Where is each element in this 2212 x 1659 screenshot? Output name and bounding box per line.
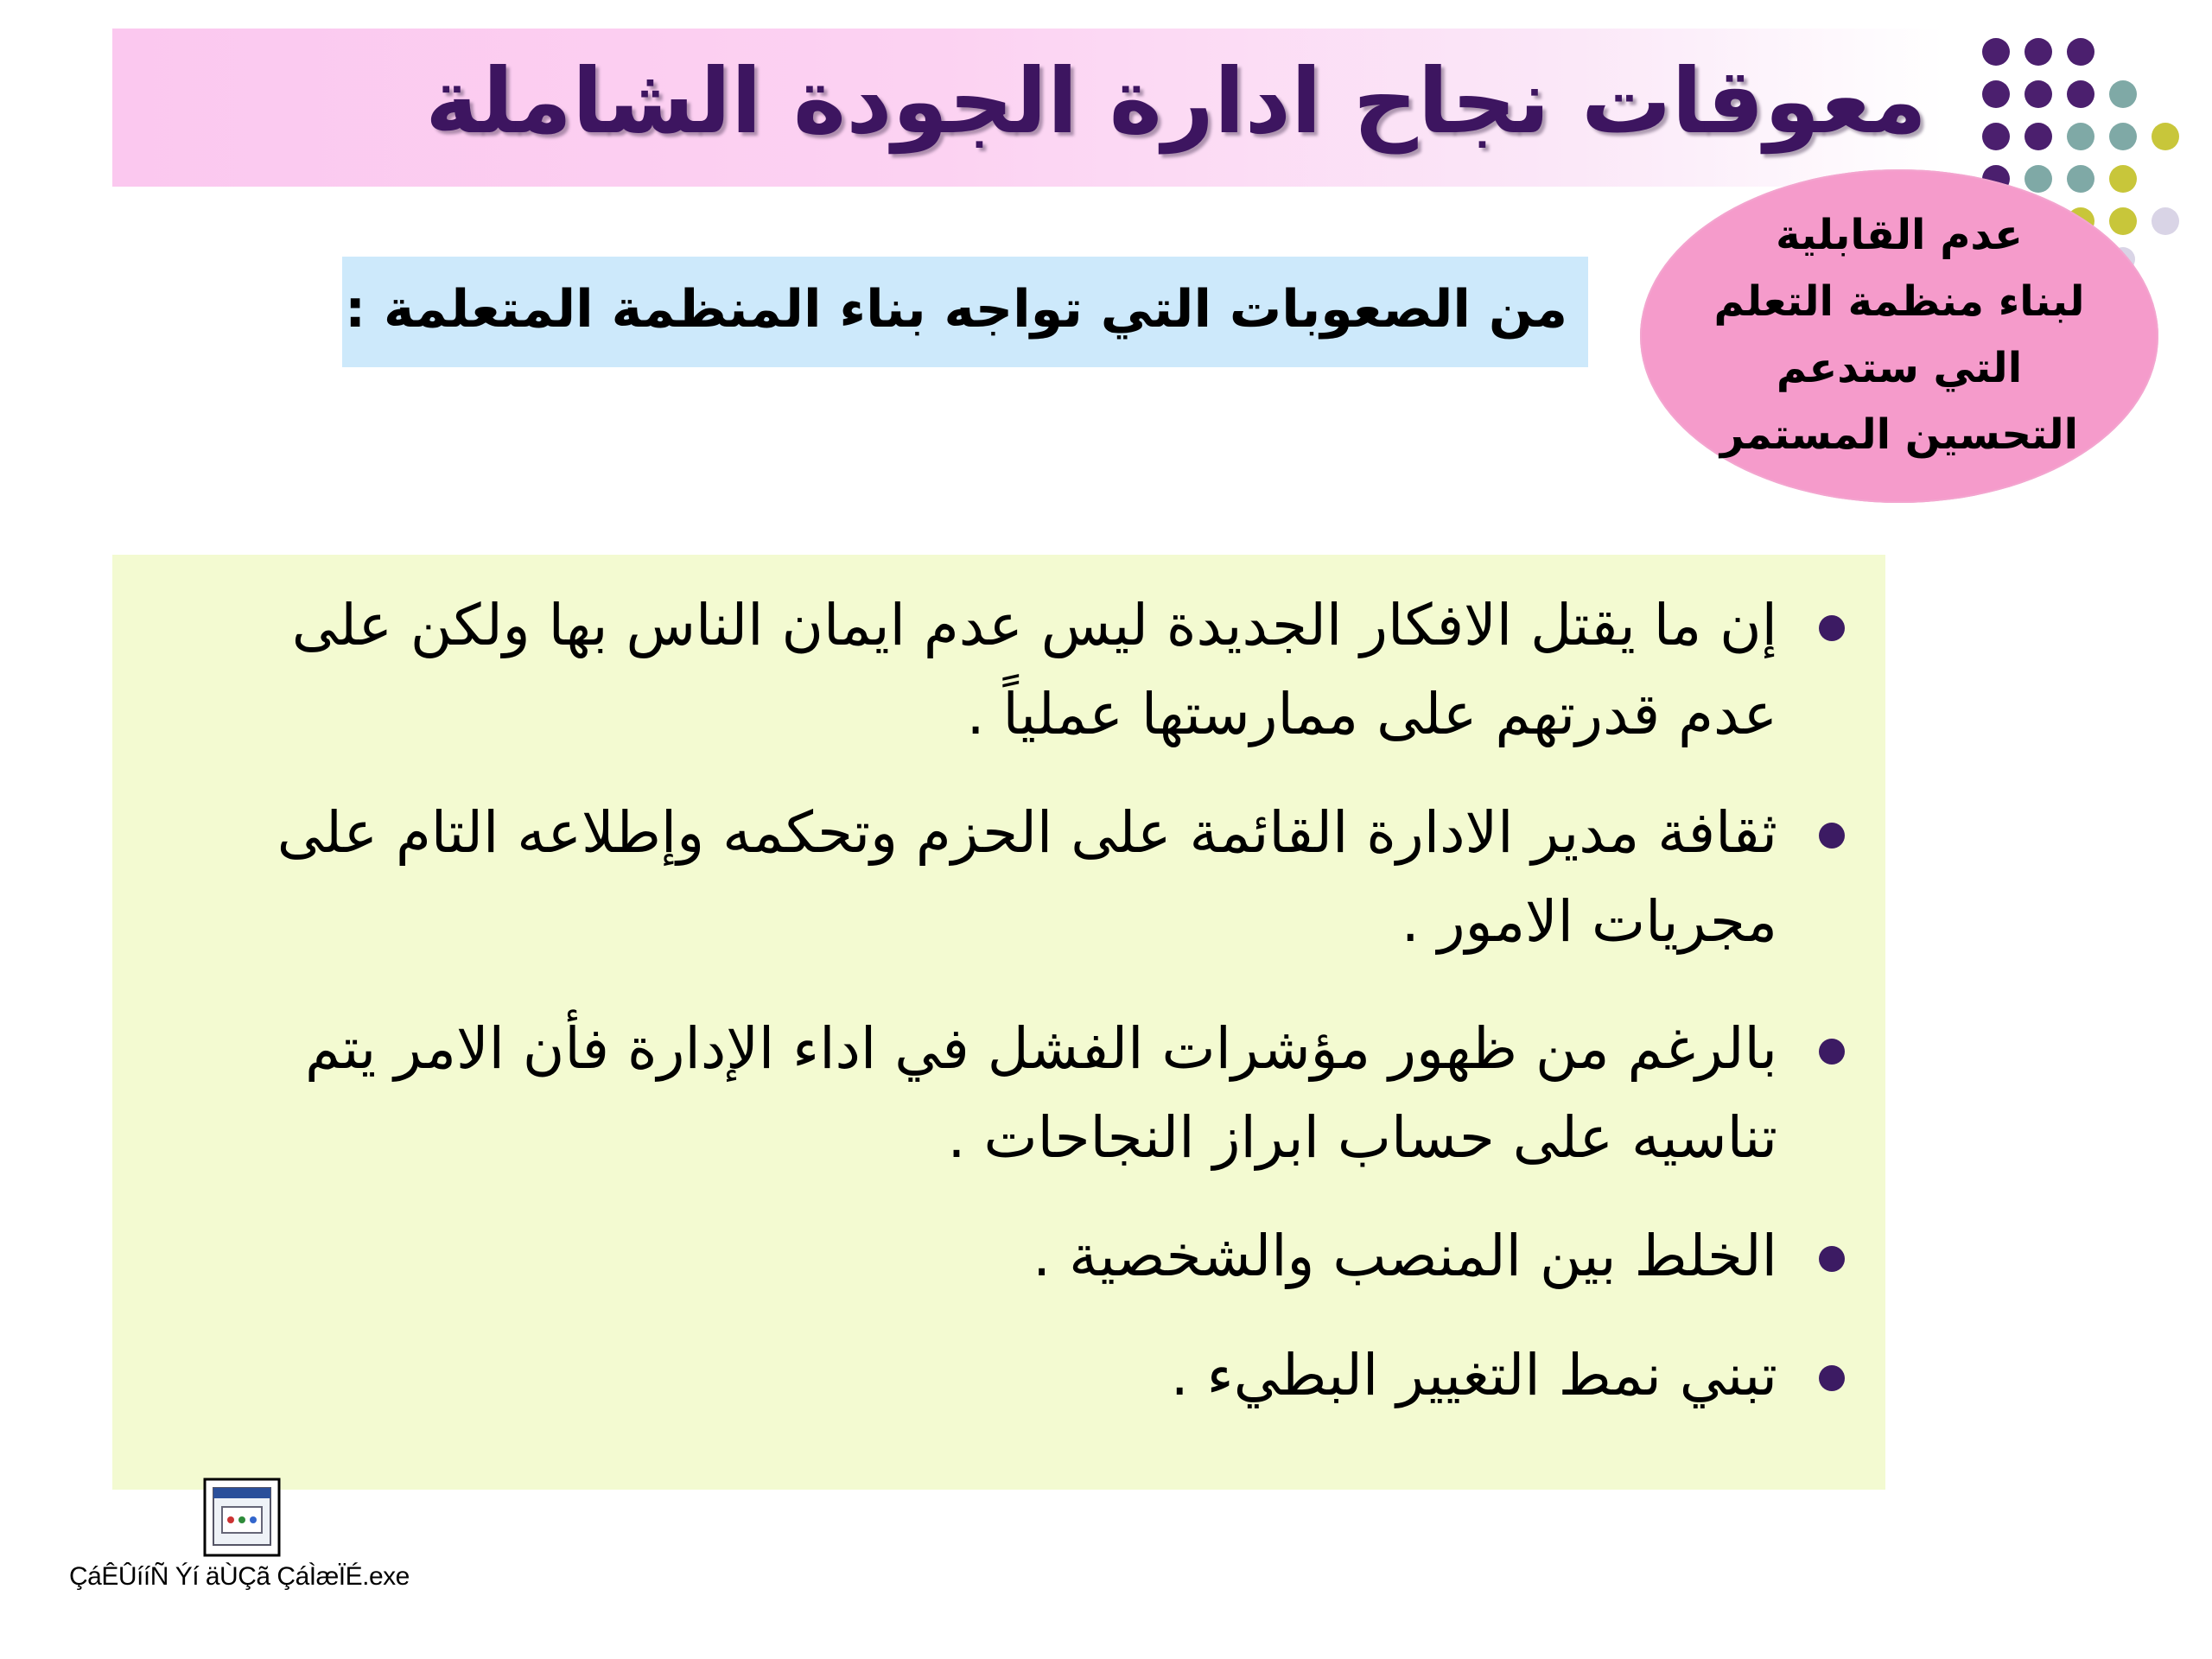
callout-line: عدم القابلية (1776, 211, 2023, 259)
bullet-dot-icon (1819, 823, 1845, 849)
bullet-line: تبني نمط التغيير البطيء . (1170, 1342, 1777, 1408)
bullet-line: ثقافة مدير الادارة القائمة على الحزم وتحكمه وإطلاعه التام على (276, 799, 1777, 866)
bullet-item (277, 788, 1777, 966)
subtitle-box (342, 257, 1588, 367)
subtitle-text: من الصعوبات التي تواجه بناء المنظمة المتعلمة : (345, 279, 1567, 340)
callout-line: لبناء منظمة التعلم (1713, 277, 2085, 326)
executable-file-icon[interactable] (203, 1478, 281, 1557)
bullet-item (305, 1004, 1777, 1182)
bullet-dot-icon (1819, 1365, 1845, 1391)
callout-line: التحسين المستمر (1719, 410, 2079, 459)
embedded-file-label[interactable]: ÇáÊÛííÑ Ýí äÙÇã ÇáÌæÏÉ.exe (69, 1562, 410, 1591)
slide-title: معوقات نجاح ادارة الجودة الشاملة (425, 48, 1927, 154)
callout-text (1640, 202, 2158, 468)
bullet-line: عدم قدرتهم على ممارستها عملياً . (966, 681, 1777, 747)
callout-line: التي ستدعم (1776, 344, 2023, 392)
bullet-item (292, 581, 1777, 759)
bullet-line: بالرغم من ظهور مؤشرات الفشل في اداء الإدارة فأن الامر يتم (305, 1015, 1777, 1082)
bullet-line: الخلط بين المنصب والشخصية . (1033, 1223, 1777, 1289)
bullet-item (1033, 1211, 1777, 1300)
bullet-list-box (112, 555, 1885, 1490)
bullet-line: تناسيه على حساب ابراز النجاحات . (947, 1104, 1777, 1171)
callout-oval (1640, 169, 2158, 503)
bullet-line: مجريات الامور . (1401, 888, 1777, 955)
bullet-dot-icon (1819, 1246, 1845, 1272)
bullet-dot-icon (1819, 615, 1845, 641)
bullet-line: إن ما يقتل الافكار الجديدة ليس عدم ايمان الناس بها ولكن على (291, 592, 1777, 658)
bullet-item (1171, 1331, 1777, 1420)
bullet-dot-icon (1819, 1039, 1845, 1065)
